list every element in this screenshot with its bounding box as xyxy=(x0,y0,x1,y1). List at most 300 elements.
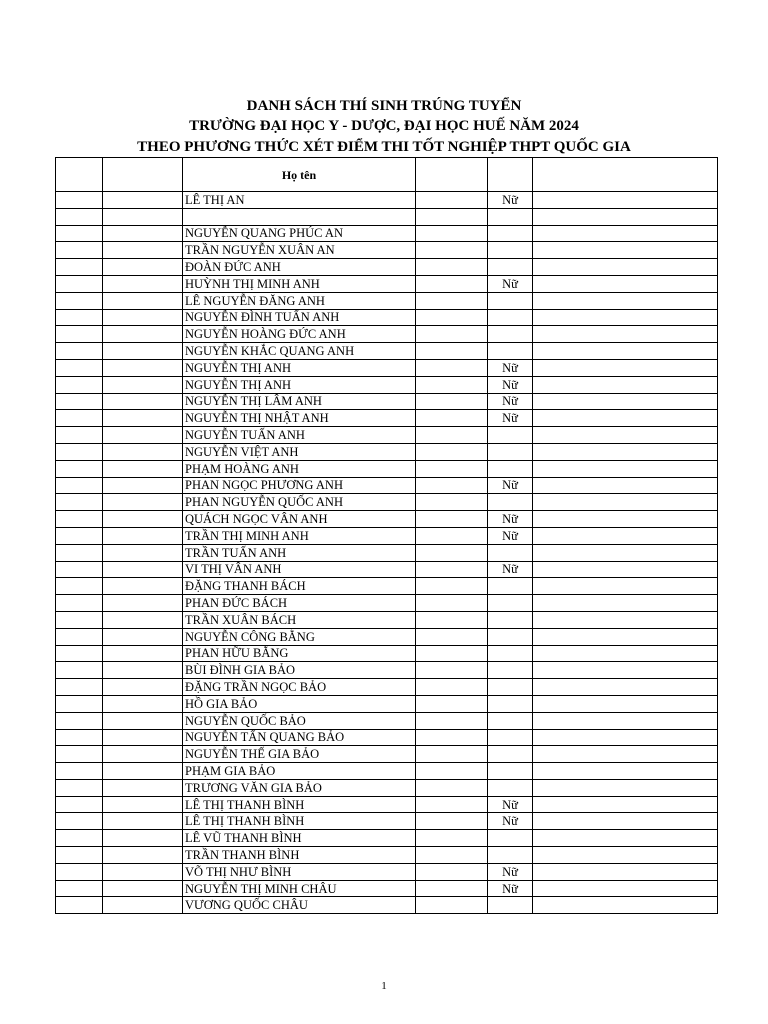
gender-cell xyxy=(488,343,533,360)
cell-empty xyxy=(103,477,183,494)
cell-empty xyxy=(416,763,488,780)
cell-empty xyxy=(103,679,183,696)
gender-cell xyxy=(488,645,533,662)
cell-empty xyxy=(416,679,488,696)
cell-empty xyxy=(103,611,183,628)
table-row xyxy=(56,628,718,645)
name-column-header: Họ tên xyxy=(183,158,416,192)
cell-empty xyxy=(103,376,183,393)
cell-empty xyxy=(533,679,718,696)
gender-cell xyxy=(488,225,533,242)
student-name-cell: TRẦN THỊ MINH ANH xyxy=(183,527,416,544)
cell-empty xyxy=(56,880,103,897)
table-header-row xyxy=(56,158,718,192)
gender-cell xyxy=(488,746,533,763)
gender-cell xyxy=(488,847,533,864)
gender-cell xyxy=(488,662,533,679)
table-row xyxy=(56,544,718,561)
cell-empty xyxy=(56,511,103,528)
table-row xyxy=(56,796,718,813)
student-name-cell: NGUYỄN CÔNG BẰNG xyxy=(183,628,416,645)
cell-empty xyxy=(103,662,183,679)
table-row xyxy=(56,695,718,712)
cell-empty xyxy=(103,511,183,528)
student-name-cell: NGUYỄN VIỆT ANH xyxy=(183,443,416,460)
cell-empty xyxy=(56,595,103,612)
cell-empty xyxy=(416,779,488,796)
table-row xyxy=(56,443,718,460)
cell-empty xyxy=(103,578,183,595)
cell-empty xyxy=(56,578,103,595)
cell-empty xyxy=(533,511,718,528)
table-row xyxy=(56,527,718,544)
gender-cell xyxy=(488,763,533,780)
cell-empty xyxy=(103,645,183,662)
cell-empty xyxy=(103,443,183,460)
cell-empty xyxy=(56,746,103,763)
cell-empty xyxy=(56,779,103,796)
cell-empty xyxy=(56,863,103,880)
table-row xyxy=(56,763,718,780)
gender-cell xyxy=(488,242,533,259)
cell-empty xyxy=(533,275,718,292)
table-row xyxy=(56,729,718,746)
table-row xyxy=(56,847,718,864)
table-row xyxy=(56,578,718,595)
table-row xyxy=(56,561,718,578)
cell-empty xyxy=(533,897,718,914)
cell-empty xyxy=(416,275,488,292)
cell-empty xyxy=(416,376,488,393)
cell-empty xyxy=(56,292,103,309)
cell-empty xyxy=(416,544,488,561)
cell-empty xyxy=(56,443,103,460)
cell-empty xyxy=(103,847,183,864)
student-name-cell: LÊ THỊ THANH BÌNH xyxy=(183,796,416,813)
gender-cell xyxy=(488,460,533,477)
cell-empty xyxy=(533,561,718,578)
cell-empty xyxy=(533,376,718,393)
table-row xyxy=(56,813,718,830)
gender-cell xyxy=(488,695,533,712)
cell-empty xyxy=(416,796,488,813)
cell-empty xyxy=(103,561,183,578)
cell-empty xyxy=(533,477,718,494)
cell-empty xyxy=(103,410,183,427)
cell-empty xyxy=(416,259,488,276)
gender-cell: Nữ xyxy=(488,527,533,544)
student-name-cell: NGUYỄN THỊ MINH CHÂU xyxy=(183,880,416,897)
gender-cell xyxy=(488,309,533,326)
table-row xyxy=(56,292,718,309)
table-row xyxy=(56,309,718,326)
cell-empty xyxy=(416,326,488,343)
gender-cell xyxy=(488,830,533,847)
student-name-cell: NGUYỄN THỊ LÂM ANH xyxy=(183,393,416,410)
cell-empty xyxy=(533,645,718,662)
gender-cell xyxy=(488,897,533,914)
cell-empty xyxy=(416,292,488,309)
cell-empty xyxy=(533,729,718,746)
cell-empty xyxy=(103,494,183,511)
cell-empty xyxy=(103,897,183,914)
student-name-cell: LÊ THỊ THANH BÌNH xyxy=(183,813,416,830)
table-row xyxy=(56,359,718,376)
cell-empty xyxy=(533,309,718,326)
student-name-cell: NGUYỄN THỊ ANH xyxy=(183,376,416,393)
table-row xyxy=(56,192,718,209)
cell-empty xyxy=(533,880,718,897)
table-row xyxy=(56,326,718,343)
cell-empty xyxy=(533,242,718,259)
cell-empty xyxy=(103,359,183,376)
cell-empty xyxy=(416,309,488,326)
cell-empty xyxy=(533,343,718,360)
cell-empty xyxy=(56,628,103,645)
cell-empty xyxy=(533,225,718,242)
table-row xyxy=(56,830,718,847)
cell-empty xyxy=(533,359,718,376)
cell-empty xyxy=(56,343,103,360)
table-row xyxy=(56,477,718,494)
cell-empty xyxy=(416,695,488,712)
table-row xyxy=(56,662,718,679)
cell-empty xyxy=(56,763,103,780)
cell-empty xyxy=(533,393,718,410)
gender-cell: Nữ xyxy=(488,813,533,830)
cell-empty xyxy=(103,393,183,410)
cell-empty xyxy=(416,662,488,679)
student-name-cell: TRẦN THANH BÌNH xyxy=(183,847,416,864)
gender-cell xyxy=(488,679,533,696)
header-cell-6 xyxy=(533,158,718,192)
student-name-cell: VƯƠNG QUỐC CHÂU xyxy=(183,897,416,914)
gender-cell xyxy=(488,259,533,276)
student-name-cell: QUÁCH NGỌC VÂN ANH xyxy=(183,511,416,528)
gender-cell xyxy=(488,628,533,645)
cell-empty xyxy=(533,292,718,309)
cell-empty xyxy=(56,645,103,662)
cell-empty xyxy=(533,443,718,460)
cell-empty xyxy=(416,527,488,544)
cell-empty xyxy=(103,544,183,561)
cell-empty xyxy=(103,712,183,729)
table-row xyxy=(56,511,718,528)
gender-cell: Nữ xyxy=(488,192,533,209)
cell-empty xyxy=(533,830,718,847)
student-name-cell: ĐẶNG THANH BÁCH xyxy=(183,578,416,595)
cell-empty xyxy=(533,494,718,511)
student-name-cell: BÙI ĐÌNH GIA BẢO xyxy=(183,662,416,679)
cell-empty xyxy=(416,645,488,662)
cell-empty xyxy=(56,427,103,444)
cell-empty xyxy=(416,611,488,628)
cell-empty xyxy=(56,477,103,494)
cell-empty xyxy=(56,359,103,376)
student-name-cell: NGUYỄN HOÀNG ĐỨC ANH xyxy=(183,326,416,343)
gender-cell xyxy=(488,779,533,796)
cell-empty xyxy=(103,763,183,780)
gender-cell xyxy=(488,595,533,612)
cell-empty xyxy=(416,628,488,645)
table-row xyxy=(56,393,718,410)
cell-empty xyxy=(416,192,488,209)
gender-cell xyxy=(488,427,533,444)
cell-empty xyxy=(56,326,103,343)
table-row xyxy=(56,746,718,763)
table-row xyxy=(56,494,718,511)
student-name-cell: NGUYỄN TẤN QUANG BẢO xyxy=(183,729,416,746)
table-row xyxy=(56,275,718,292)
cell-empty xyxy=(416,880,488,897)
student-name-cell: LÊ VŨ THANH BÌNH xyxy=(183,830,416,847)
cell-empty xyxy=(56,275,103,292)
student-name-cell: NGUYỄN ĐÌNH TUẤN ANH xyxy=(183,309,416,326)
gender-cell xyxy=(488,443,533,460)
page-number: 1 xyxy=(381,980,387,992)
document-title-line-1: DANH SÁCH THÍ SINH TRÚNG TUYỂN xyxy=(246,98,522,114)
cell-empty xyxy=(533,326,718,343)
cell-empty xyxy=(103,813,183,830)
gender-cell xyxy=(488,578,533,595)
cell-empty xyxy=(416,343,488,360)
cell-empty xyxy=(103,225,183,242)
cell-empty xyxy=(103,343,183,360)
gender-cell xyxy=(488,494,533,511)
cell-empty xyxy=(416,242,488,259)
cell-empty xyxy=(56,611,103,628)
student-name-cell: VI THỊ VÂN ANH xyxy=(183,561,416,578)
student-name-cell: NGUYỄN KHẮC QUANG ANH xyxy=(183,343,416,360)
cell-empty xyxy=(56,847,103,864)
cell-empty xyxy=(416,427,488,444)
gender-cell xyxy=(488,544,533,561)
cell-empty xyxy=(416,863,488,880)
cell-empty xyxy=(56,309,103,326)
cell-empty xyxy=(56,410,103,427)
cell-empty xyxy=(533,763,718,780)
cell-empty xyxy=(103,427,183,444)
cell-empty xyxy=(533,208,718,225)
table-row xyxy=(56,880,718,897)
admission-list-table xyxy=(55,157,718,914)
student-name-cell: LÊ NGUYỄN ĐĂNG ANH xyxy=(183,292,416,309)
cell-empty xyxy=(103,242,183,259)
cell-empty xyxy=(103,595,183,612)
student-name-cell: NGUYỄN THỊ ANH xyxy=(183,359,416,376)
cell-empty xyxy=(56,695,103,712)
cell-empty xyxy=(416,460,488,477)
cell-empty xyxy=(416,813,488,830)
table-row xyxy=(56,712,718,729)
cell-empty xyxy=(56,242,103,259)
cell-empty xyxy=(533,460,718,477)
cell-empty xyxy=(56,192,103,209)
student-name-cell: ĐOÀN ĐỨC ANH xyxy=(183,259,416,276)
cell-empty xyxy=(533,796,718,813)
table-row xyxy=(56,645,718,662)
cell-empty xyxy=(533,527,718,544)
gender-cell: Nữ xyxy=(488,410,533,427)
gender-cell: Nữ xyxy=(488,561,533,578)
cell-empty xyxy=(533,847,718,864)
cell-empty xyxy=(56,830,103,847)
table-row xyxy=(56,259,718,276)
student-name-cell: PHẠM GIA BẢO xyxy=(183,763,416,780)
cell-empty xyxy=(416,494,488,511)
student-name-cell: ĐẶNG TRẦN NGỌC BẢO xyxy=(183,679,416,696)
cell-empty xyxy=(533,427,718,444)
table-row xyxy=(56,611,718,628)
cell-empty xyxy=(56,259,103,276)
table-row xyxy=(56,595,718,612)
cell-empty xyxy=(103,292,183,309)
gender-cell: Nữ xyxy=(488,359,533,376)
cell-empty xyxy=(103,192,183,209)
cell-empty xyxy=(56,662,103,679)
table-row xyxy=(56,343,718,360)
student-name-cell: NGUYỄN THẾ GIA BẢO xyxy=(183,746,416,763)
cell-empty xyxy=(533,813,718,830)
gender-cell: Nữ xyxy=(488,863,533,880)
cell-empty xyxy=(416,225,488,242)
gender-cell: Nữ xyxy=(488,477,533,494)
student-name-cell: PHẠM HOÀNG ANH xyxy=(183,460,416,477)
cell-empty xyxy=(103,796,183,813)
cell-empty xyxy=(56,544,103,561)
student-name-cell: VÕ THỊ NHƯ BÌNH xyxy=(183,863,416,880)
cell-empty xyxy=(533,595,718,612)
cell-empty xyxy=(103,863,183,880)
gender-cell xyxy=(488,729,533,746)
cell-empty xyxy=(103,746,183,763)
cell-empty xyxy=(103,729,183,746)
cell-empty xyxy=(103,259,183,276)
cell-empty xyxy=(533,662,718,679)
cell-empty xyxy=(533,628,718,645)
cell-empty xyxy=(56,813,103,830)
table-row xyxy=(56,897,718,914)
cell-empty xyxy=(103,460,183,477)
cell-empty xyxy=(416,830,488,847)
gender-cell: Nữ xyxy=(488,880,533,897)
student-name-cell: NGUYỄN QUANG PHÚC AN xyxy=(183,225,416,242)
cell-empty xyxy=(416,712,488,729)
document-title-line-3: THEO PHƯƠNG THỨC XÉT ĐIỂM THI TỐT NGHIỆP THPT QUỐC GIA xyxy=(137,139,631,155)
cell-empty xyxy=(416,393,488,410)
cell-empty xyxy=(416,359,488,376)
table-row xyxy=(56,208,718,225)
cell-empty xyxy=(56,208,103,225)
cell-empty xyxy=(56,460,103,477)
header-cell-2 xyxy=(103,158,183,192)
table-row xyxy=(56,410,718,427)
cell-empty xyxy=(533,544,718,561)
gender-cell: Nữ xyxy=(488,376,533,393)
cell-empty xyxy=(416,511,488,528)
student-name-cell: TRẦN NGUYỄN XUÂN AN xyxy=(183,242,416,259)
document-title-line-2: TRƯỜNG ĐẠI HỌC Y - DƯỢC, ĐẠI HỌC HUẾ NĂM 2024 xyxy=(189,118,579,134)
cell-empty xyxy=(56,376,103,393)
cell-empty xyxy=(56,796,103,813)
student-name-cell: NGUYỄN TUẤN ANH xyxy=(183,427,416,444)
table-row xyxy=(56,225,718,242)
cell-empty xyxy=(416,410,488,427)
cell-empty xyxy=(56,679,103,696)
cell-empty xyxy=(416,477,488,494)
cell-empty xyxy=(56,494,103,511)
cell-empty xyxy=(103,830,183,847)
cell-empty xyxy=(533,712,718,729)
cell-empty xyxy=(416,897,488,914)
cell-empty xyxy=(416,578,488,595)
cell-empty xyxy=(416,746,488,763)
cell-empty xyxy=(533,578,718,595)
cell-empty xyxy=(103,628,183,645)
header-cell-1 xyxy=(56,158,103,192)
cell-empty xyxy=(103,779,183,796)
student-name-cell: PHAN ĐỨC BÁCH xyxy=(183,595,416,612)
cell-empty xyxy=(416,595,488,612)
gender-cell: Nữ xyxy=(488,275,533,292)
student-name-cell: NGUYỄN THỊ NHẬT ANH xyxy=(183,410,416,427)
student-name-cell: PHAN NGUYỄN QUỐC ANH xyxy=(183,494,416,511)
cell-empty xyxy=(56,897,103,914)
cell-empty xyxy=(533,259,718,276)
cell-empty xyxy=(533,192,718,209)
student-name-cell: HỒ GIA BẢO xyxy=(183,695,416,712)
table-row xyxy=(56,242,718,259)
student-name-cell: PHAN HỮU BẰNG xyxy=(183,645,416,662)
table-row xyxy=(56,460,718,477)
student-name-cell: TRẦN XUÂN BÁCH xyxy=(183,611,416,628)
gender-cell xyxy=(488,292,533,309)
cell-empty xyxy=(533,779,718,796)
cell-empty xyxy=(416,847,488,864)
cell-empty xyxy=(103,326,183,343)
cell-empty xyxy=(56,527,103,544)
cell-empty xyxy=(533,746,718,763)
student-name-cell: TRƯƠNG VĂN GIA BẢO xyxy=(183,779,416,796)
cell-empty xyxy=(103,527,183,544)
cell-empty xyxy=(103,208,183,225)
gender-cell xyxy=(488,208,533,225)
gender-cell: Nữ xyxy=(488,796,533,813)
cell-empty xyxy=(533,695,718,712)
cell-empty xyxy=(56,393,103,410)
table-row xyxy=(56,779,718,796)
cell-empty xyxy=(533,611,718,628)
student-name-cell: LÊ THỊ AN xyxy=(183,192,416,209)
cell-empty xyxy=(103,880,183,897)
gender-cell: Nữ xyxy=(488,511,533,528)
table-row xyxy=(56,376,718,393)
cell-empty xyxy=(56,561,103,578)
table-row xyxy=(56,863,718,880)
student-name-cell: TRẦN TUẤN ANH xyxy=(183,544,416,561)
gender-cell xyxy=(488,326,533,343)
gender-cell: Nữ xyxy=(488,393,533,410)
cell-empty xyxy=(103,275,183,292)
table-row xyxy=(56,679,718,696)
student-name-cell: HUỲNH THỊ MINH ANH xyxy=(183,275,416,292)
student-name-cell: NGUYỄN QUỐC BẢO xyxy=(183,712,416,729)
cell-empty xyxy=(103,309,183,326)
table-row xyxy=(56,427,718,444)
student-name-cell: PHAN NGỌC PHƯƠNG ANH xyxy=(183,477,416,494)
gender-cell xyxy=(488,712,533,729)
cell-empty xyxy=(416,443,488,460)
